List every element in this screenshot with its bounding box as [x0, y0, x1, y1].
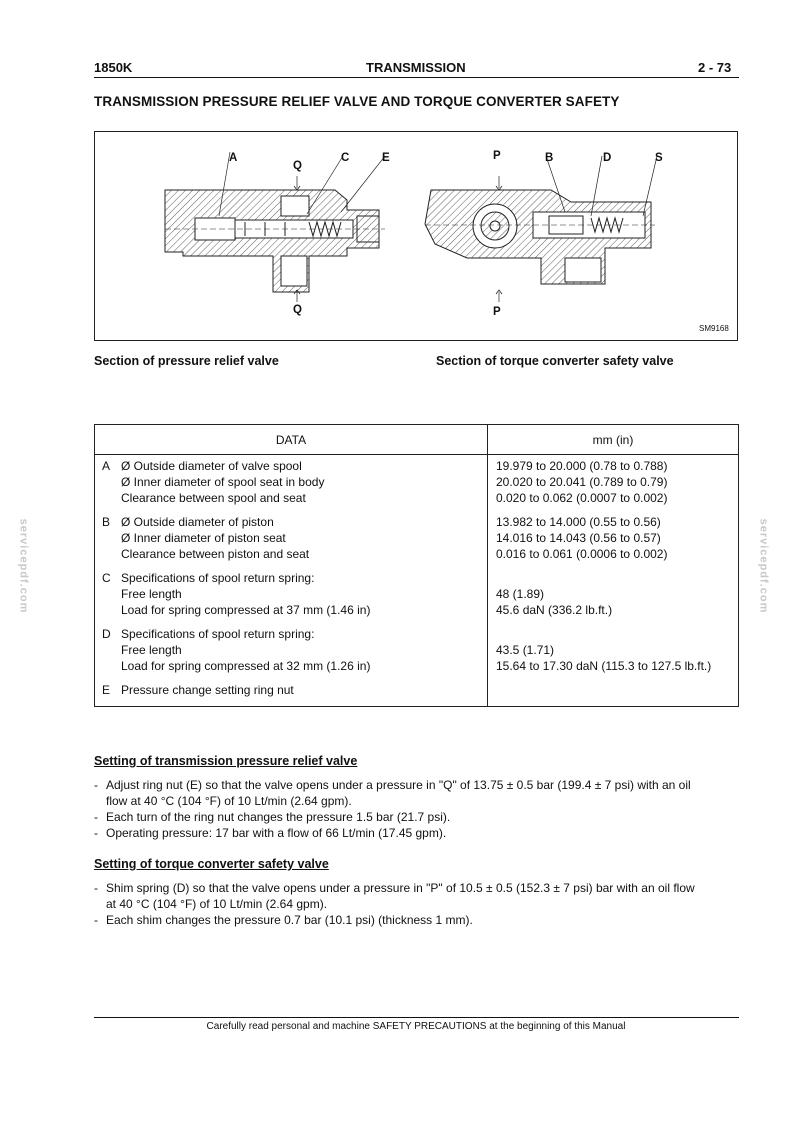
page-title: TRANSMISSION PRESSURE RELIEF VALVE AND TORQUE CONVERTER SAFETY: [94, 94, 620, 109]
row-line: Specifications of spool return spring:: [121, 571, 315, 585]
row-line: Load for spring compressed at 32 mm (1.26 in): [121, 659, 371, 673]
section1-heading: Setting of transmission pressure relief valve: [94, 754, 358, 768]
row-value: 45.6 daN (336.2 lb.ft.): [496, 603, 613, 617]
watermark-right: servicepdf.com: [757, 518, 770, 614]
row-letter: B: [102, 515, 111, 529]
row-line: Specifications of spool return spring:: [121, 627, 315, 641]
row-value: 19.979 to 20.000 (0.78 to 0.788): [496, 459, 668, 473]
header-data: DATA: [95, 425, 488, 455]
bullet-line: Each turn of the ring nut changes the pressure 1.5 bar (21.7 psi).: [106, 810, 451, 824]
row-value: 43.5 (1.71): [496, 643, 555, 657]
page-number: 2 - 73: [698, 60, 732, 75]
row-line: Ø Outside diameter of valve spool: [121, 459, 302, 473]
table-row: [95, 455, 739, 512]
safety-valve-drawing: [425, 156, 657, 302]
data-table: [94, 424, 739, 707]
row-line: Clearance between piston and seat: [121, 547, 310, 561]
table-row: [95, 567, 739, 623]
bullet-line: flow at 40 °C (104 °F) of 10 Lt/min (2.64 gpm).: [106, 794, 352, 808]
row-line: Load for spring compressed at 37 mm (1.46 in): [121, 603, 371, 617]
caption-right: Section of torque converter safety valve: [436, 354, 674, 368]
row-line: Ø Inner diameter of spool seat in body: [121, 475, 325, 489]
row-value: [496, 570, 738, 586]
label-q-bottom: Q: [293, 304, 302, 316]
label-b: B: [545, 152, 554, 164]
row-line: Pressure change setting ring nut: [121, 683, 294, 697]
row-value: [496, 626, 738, 642]
bullet-line: Each shim changes the pressure 0.7 bar (10.1 psi) (thickness 1 mm).: [106, 913, 473, 927]
header-unit: mm (in): [488, 425, 739, 455]
row-line: Clearance between spool and seat: [121, 491, 306, 505]
label-a: A: [229, 152, 238, 164]
row-value: 14.016 to 14.043 (0.56 to 0.57): [496, 531, 661, 545]
section2-heading: Setting of torque converter safety valve: [94, 857, 329, 871]
label-c: C: [341, 152, 350, 164]
list-item: - Operating pressure: 17 bar with a flow of 66 Lt/min (17.45 gpm).: [94, 826, 447, 840]
section1-bullets: [94, 777, 744, 841]
row-letter: D: [102, 627, 111, 641]
label-s: S: [655, 152, 663, 164]
row-value: 15.64 to 17.30 daN (115.3 to 127.5 lb.ft.): [496, 659, 712, 673]
model-name: 1850K: [94, 60, 133, 75]
row-letter: A: [102, 459, 111, 473]
valve-section-drawings: [95, 132, 737, 340]
label-e: E: [382, 152, 390, 164]
relief-valve-drawing: [165, 152, 385, 302]
table-row: [95, 679, 739, 707]
row-value: 20.020 to 20.041 (0.789 to 0.79): [496, 475, 668, 489]
row-line: Free length: [121, 643, 182, 657]
row-line: Free length: [121, 587, 182, 601]
row-value: [496, 682, 738, 698]
footer-rule: [94, 1017, 739, 1018]
row-value: 48 (1.89): [496, 587, 545, 601]
row-line: Ø Outside diameter of piston: [121, 515, 274, 529]
label-d: D: [603, 152, 612, 164]
table-header-row: [95, 425, 739, 455]
section-name: TRANSMISSION: [366, 60, 466, 75]
caption-left: Section of pressure relief valve: [94, 354, 279, 368]
label-p-top: P: [493, 150, 501, 162]
bullet-line: Shim spring (D) so that the valve opens under a pressure in "P" of 10.5 ± 0.5 (152.3 ± 7 psi) bar with an oil flow: [106, 881, 695, 895]
list-item: - Shim spring (D) so that the valve opens under a pressure in "P" of 10.5 ± 0.5 (152.3 ± 7 psi) bar with an oil flow at 40 °C (104 °F) of 10 Lt/min (2.64 gpm).: [94, 881, 695, 911]
figure-code: SM9168: [699, 324, 729, 333]
table-row: [95, 511, 739, 567]
list-item: - Each shim changes the pressure 0.7 bar (10.1 psi) (thickness 1 mm).: [94, 913, 473, 927]
row-value: 0.016 to 0.061 (0.0006 to 0.002): [496, 547, 668, 561]
section2-bullets: [94, 880, 744, 928]
footer-text: Carefully read personal and machine SAFETY PRECAUTIONS at the beginning of this Manual: [206, 1021, 626, 1032]
row-line: Ø Inner diameter of piston seat: [121, 531, 286, 545]
figure-box: [94, 131, 738, 341]
row-letter: E: [102, 683, 111, 697]
label-q-top: Q: [293, 160, 302, 172]
row-value: 13.982 to 14.000 (0.55 to 0.56): [496, 515, 661, 529]
header-rule: [94, 77, 739, 78]
bullet-line: at 40 °C (104 °F) of 10 Lt/min (2.64 gpm).: [106, 897, 328, 911]
row-letter: C: [102, 571, 111, 585]
label-p-bottom: P: [493, 306, 501, 318]
list-item: - Adjust ring nut (E) so that the valve opens under a pressure in "Q" of 13.75 ± 0.5 bar (199.4 ± 7 psi) with an oil flow at 40 °C (104 °F) of 10 Lt/min (2.64 gpm).: [94, 778, 691, 808]
list-item: - Each turn of the ring nut changes the pressure 1.5 bar (21.7 psi).: [94, 810, 451, 824]
bullet-line: Adjust ring nut (E) so that the valve opens under a pressure in "Q" of 13.75 ± 0.5 bar (199.4 ± 7 psi) with an oil: [106, 778, 691, 792]
row-value: 0.020 to 0.062 (0.0007 to 0.002): [496, 491, 668, 505]
table-row: [95, 623, 739, 679]
watermark-left: servicepdf.com: [17, 518, 30, 614]
bullet-line: Operating pressure: 17 bar with a flow of 66 Lt/min (17.45 gpm).: [106, 826, 447, 840]
